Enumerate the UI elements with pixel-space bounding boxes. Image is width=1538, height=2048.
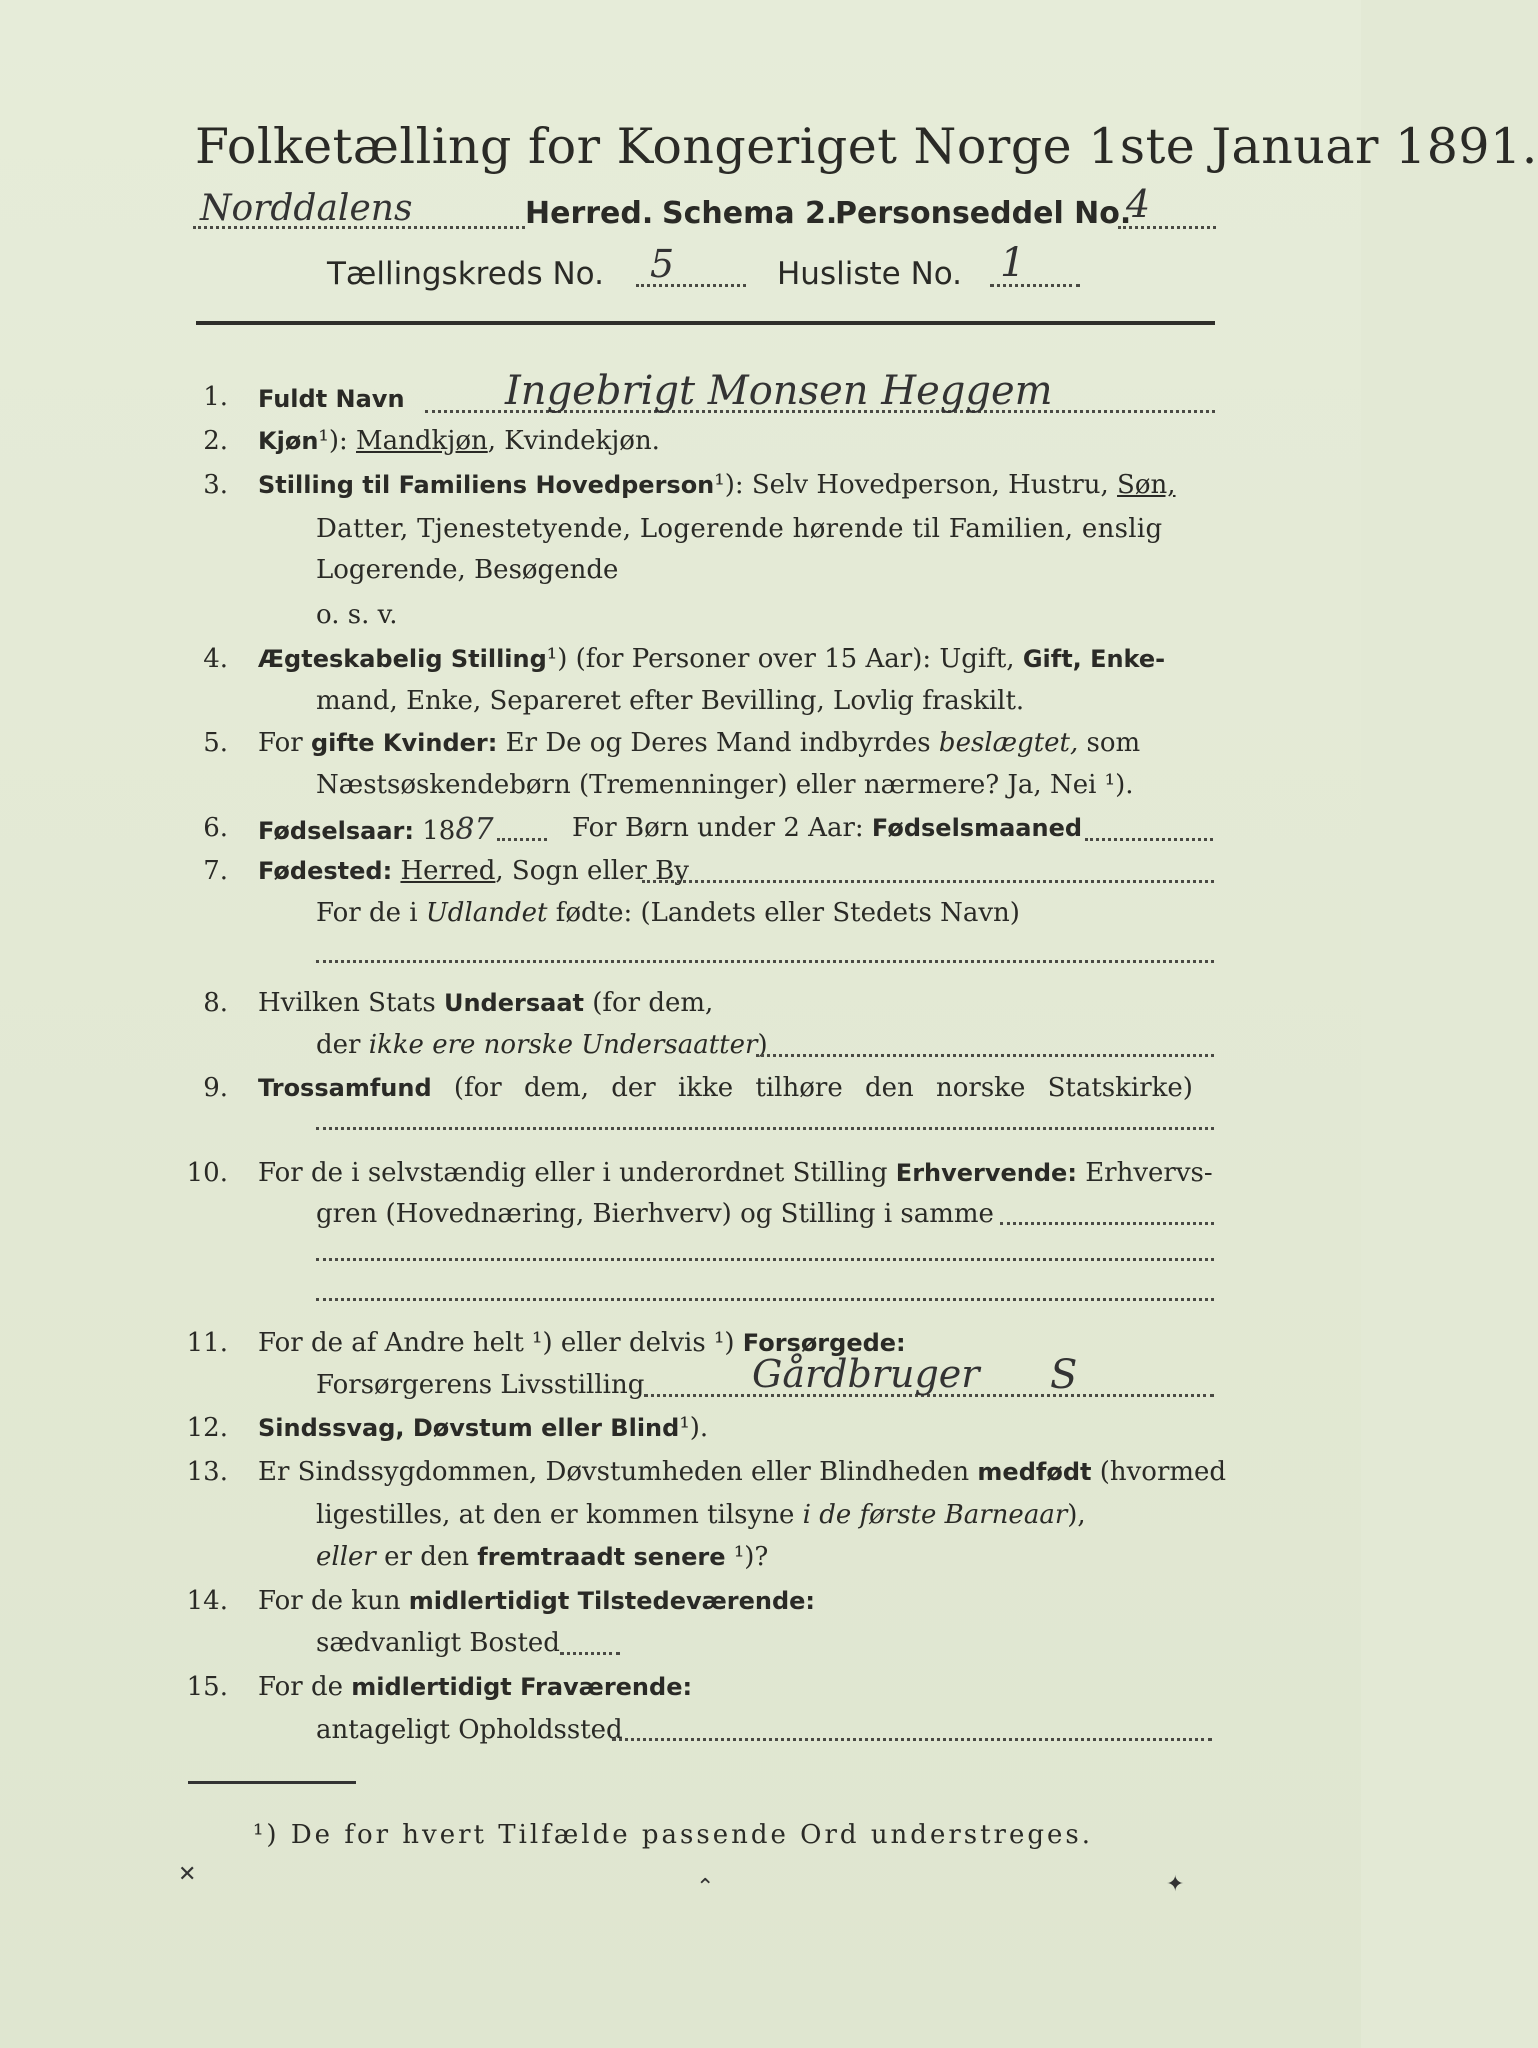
item-9-label: Trossamfund (258, 1074, 432, 1102)
item-2-number: 2. (203, 426, 228, 456)
item-11-value-2: S (1050, 1352, 1078, 1398)
item-15-a: For de (258, 1672, 343, 1702)
item-10-dots-3 (316, 1298, 1214, 1301)
item-15-dots (612, 1738, 1212, 1741)
item-5-number: 5. (203, 728, 228, 758)
item-2-opt-mand: Mandkjøn (356, 426, 488, 456)
item-15-line2: antageligt Opholdssted (316, 1715, 623, 1745)
item-11-value: Gårdbruger (752, 1352, 980, 1396)
item-13-line2-b: i de første Barneaar (802, 1500, 1068, 1530)
item-4-number: 4. (203, 644, 228, 674)
item-7-line2-c: fødte: (Landets eller Stedets Navn) (555, 898, 1020, 928)
item-5-d: beslægtet, (938, 728, 1079, 758)
item-15-b: midlertidigt Fraværende: (351, 1673, 693, 1701)
item-10-number: 10. (186, 1158, 228, 1188)
item-6-line (258, 812, 494, 847)
item-5-line1 (258, 730, 1140, 756)
item-9-line (258, 1075, 1193, 1101)
item-4-line2: mand, Enke, Separeret efter Bevilling, Lovlig fraskilt. (316, 686, 1025, 716)
item-15-line1 (258, 1674, 692, 1700)
item-6-rest: For Børn under 2 Aar: (572, 813, 864, 843)
item-10-dots-2 (316, 1258, 1214, 1261)
item-15-number: 15. (186, 1672, 228, 1702)
item-6-dots-2 (1085, 838, 1213, 841)
item-2-line (258, 428, 660, 454)
item-6-label: Fødselsaar: (258, 817, 414, 845)
item-4-enke: Enke- (1090, 645, 1166, 673)
item-8-line2 (316, 1032, 768, 1058)
schema-label: Schema 2. (662, 196, 838, 231)
item-14-number: 14. (186, 1586, 228, 1616)
item-11-b: Forsørgede: (742, 1329, 906, 1357)
item-8-c: (for dem, (592, 988, 714, 1018)
item-6-number: 6. (203, 813, 228, 843)
form-title: Folketælling for Kongeriget Norge 1ste Januar 1891. (195, 118, 1538, 175)
personseddel-value: 4 (1126, 182, 1151, 226)
item-13-a: Er Sindssygdommen, Døvstumheden eller Blindheden (258, 1457, 970, 1487)
item-2-sup: ¹): (318, 426, 348, 456)
item-14-line1 (258, 1588, 815, 1614)
item-8-a: Hvilken Stats (258, 988, 436, 1018)
personseddel-dots (1118, 226, 1216, 229)
item-8-number: 8. (203, 988, 228, 1018)
item-8-b: Undersaat (443, 989, 584, 1017)
item-6-rest-bold: Fødselsmaaned (871, 814, 1083, 842)
personseddel-label: Personseddel No. (835, 196, 1132, 231)
item-3-line2: Datter, Tjenestetyende, Logerende hørende til Familien, enslig (316, 514, 1163, 544)
item-12-line (258, 1415, 708, 1441)
item-1-number: 1. (203, 382, 228, 412)
item-1-value: Ingebrigt Monsen Heggem (505, 368, 1053, 414)
item-13-line3-b: er den (384, 1542, 469, 1572)
item-7-rest: , Sogn eller By (495, 856, 689, 886)
item-13-b: medfødt (977, 1458, 1092, 1486)
item-10-c: Erhvervs- (1085, 1158, 1213, 1188)
item-7-line2-a: For de i (316, 898, 418, 928)
item-7-dots-2 (316, 960, 1214, 963)
item-12-number: 12. (186, 1413, 228, 1443)
item-9-dots (316, 1127, 1214, 1130)
header-rule (196, 321, 1215, 325)
item-7-selected: Herred (400, 856, 496, 886)
item-8-line2-b: ikke ere norske Undersaatter (368, 1030, 758, 1060)
item-3-label: Stilling til Familiens Hovedperson (258, 471, 715, 499)
item-12-sup: ¹). (679, 1413, 709, 1443)
item-7-number: 7. (203, 856, 228, 886)
item-14-a: For de kun (258, 1586, 401, 1616)
footnote: ¹) De for hvert Tilfælde passende Ord understreges. (253, 1820, 1094, 1850)
footnote-rule (188, 1781, 356, 1784)
item-11-line2: Forsørgerens Livsstilling (316, 1370, 645, 1400)
herred-label: Herred. (525, 196, 654, 231)
item-5-e: som (1086, 728, 1141, 758)
item-13-line1 (258, 1459, 1226, 1485)
item-3-sup: ¹): (714, 470, 744, 500)
item-1-label-text: Fuldt Navn (258, 385, 405, 413)
corner-mark-center-icon: ⌃ (696, 1875, 715, 1900)
husliste-label: Husliste No. (777, 256, 963, 292)
item-5-b: gifte Kvinder: (310, 729, 498, 757)
kreds-value: 5 (650, 242, 675, 286)
item-6-dots (497, 838, 547, 841)
item-11-a: For de af Andre helt ¹) eller delvis ¹) (258, 1328, 735, 1358)
item-10-b: Erhvervende: (895, 1159, 1077, 1187)
item-2-opt-kvinde: Kvindekjøn. (504, 426, 660, 456)
item-13-c: (hvormed (1099, 1457, 1227, 1487)
item-3-line1 (258, 472, 1176, 498)
item-13-number: 13. (186, 1457, 228, 1487)
kreds-label: Tællingskreds No. (327, 256, 604, 292)
item-7-label: Fødested: (258, 857, 393, 885)
item-13-line2-a: ligestilles, at den er kommen tilsyne (316, 1500, 795, 1530)
corner-mark-left-icon: ✕ (178, 1862, 197, 1887)
item-13-line3-a: eller (316, 1542, 376, 1572)
item-13-line3-c: fremtraadt senere (477, 1543, 726, 1571)
item-13-line3 (316, 1544, 768, 1570)
item-4-line1 (258, 646, 1165, 672)
item-8-line1 (258, 990, 713, 1016)
item-2-sep: , (487, 426, 496, 456)
item-7-dots (642, 880, 1214, 883)
item-13-line2 (316, 1502, 1086, 1528)
item-10-dots (1000, 1222, 1214, 1225)
herred-value: Norddalens (200, 188, 413, 229)
item-3-selected: Søn, (1117, 470, 1176, 500)
corner-mark-right-icon: ✦ (1166, 1872, 1185, 1897)
item-10-line2: gren (Hovednæring, Bierhverv) og Stilling i samme (316, 1199, 994, 1229)
item-6-prefix: 18 (422, 816, 456, 846)
item-2-label: Kjøn (258, 427, 319, 455)
item-7-line2 (316, 900, 1020, 926)
item-8-dots (756, 1054, 1214, 1057)
item-1-label (258, 386, 405, 412)
item-14-dots (560, 1652, 620, 1655)
item-12-label: Sindssvag, Døvstum eller Blind (258, 1414, 680, 1442)
item-3-number: 3. (203, 470, 228, 500)
item-7-line2-b: Udlandet (425, 898, 548, 928)
item-6-rest-line (572, 815, 1082, 841)
item-13-line2-c: ), (1067, 1500, 1086, 1530)
item-9-rest: (for dem, der ikke tilhøre den norske Statskirke) (453, 1073, 1193, 1103)
item-5-a: For (258, 728, 303, 758)
item-11-number: 11. (186, 1328, 228, 1358)
item-10-line1 (258, 1160, 1213, 1186)
item-4-sup: ¹) (546, 644, 568, 674)
item-14-line2: sædvanligt Bosted (316, 1628, 560, 1658)
item-8-line2-a: der (316, 1030, 361, 1060)
husliste-value: 1 (1000, 240, 1026, 286)
item-3-line4: o. s. v. (316, 600, 398, 630)
item-8-line2-c: ) (757, 1030, 768, 1060)
item-4-gift: Gift, (1022, 645, 1082, 673)
item-6-value: 87 (455, 812, 494, 847)
item-9-number: 9. (203, 1073, 228, 1103)
item-14-b: midlertidigt Tilstedeværende: (408, 1587, 816, 1615)
item-5-line2: Næstsøskendebørn (Tremenninger) eller nærmere? Ja, Nei ¹). (316, 770, 1134, 800)
item-3-options: Selv Hovedperson, Hustru, (751, 470, 1109, 500)
item-13-line3-d: ¹)? (733, 1542, 769, 1572)
item-10-a: For de i selvstændig eller i underordnet Stilling (258, 1158, 888, 1188)
item-4-rest: (for Personer over 15 Aar): Ugift, (575, 644, 1015, 674)
item-4-label: Ægteskabelig Stilling (258, 645, 547, 673)
item-5-c: Er De og Deres Mand indbyrdes (505, 728, 931, 758)
item-7-line1 (258, 858, 689, 884)
item-3-line3: Logerende, Besøgende (316, 555, 619, 585)
